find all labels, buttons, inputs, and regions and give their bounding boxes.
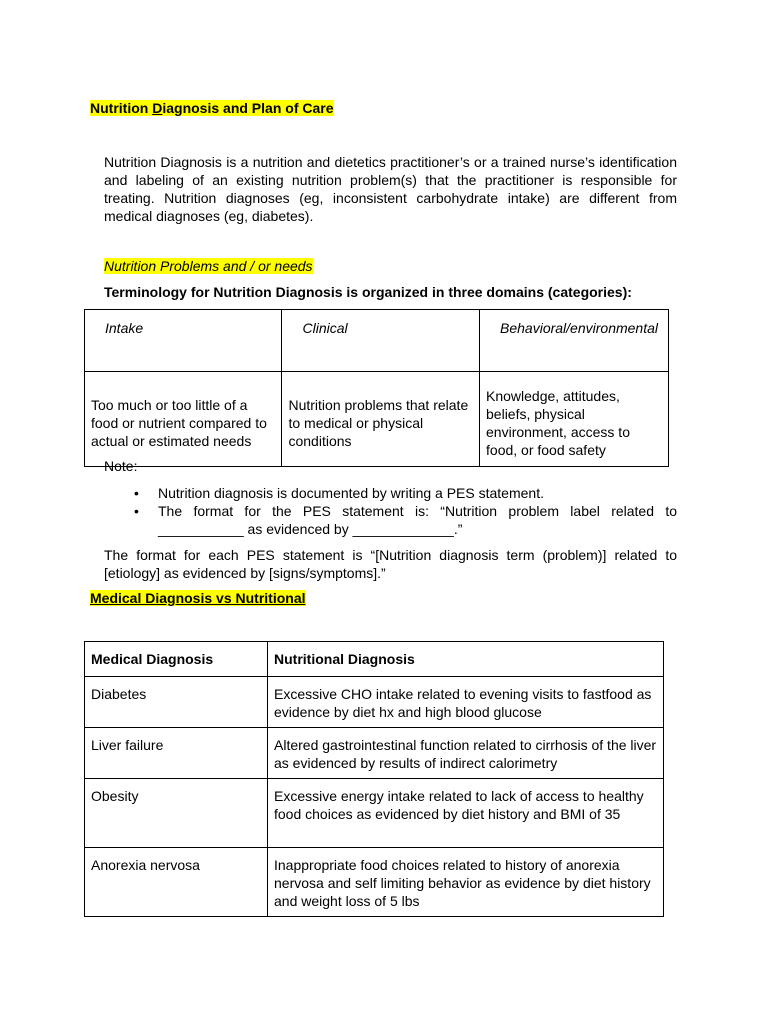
- heading-text: Medical Diagnosis vs Nutritional: [90, 590, 306, 606]
- domain-desc-clinical: Nutrition problems that relate to medical or physical conditions: [282, 372, 480, 467]
- table-row: [85, 728, 664, 779]
- domain-header-behavioral: Behavioral/environmental: [480, 310, 669, 372]
- note-label: Note:: [104, 458, 138, 474]
- cell-medical: Obesity: [85, 779, 268, 848]
- col-header-medical: Medical Diagnosis: [85, 642, 268, 677]
- cell-medical: Anorexia nervosa: [85, 848, 268, 917]
- list-item: • Nutrition diagnosis is documented by writing a PES statement.: [132, 484, 677, 502]
- cell-nutritional: Excessive energy intake related to lack of access to healthy food choices as evidenced by diet history and BMI of 35: [268, 779, 664, 848]
- domains-table: [84, 309, 669, 467]
- domains-description-row: [85, 372, 669, 467]
- title-underlined-letter: D: [152, 100, 163, 116]
- pes-format-paragraph: The format for each PES statement is “[Nutrition diagnosis term (problem)] related to [etiology] as evidenced by [signs/symptoms].”: [104, 547, 677, 581]
- cell-nutritional: Inappropriate food choices related to history of anorexia nervosa and self limiting behavior as evidence by diet history and weight loss of 5 lbs: [268, 848, 664, 917]
- table-row: [85, 779, 664, 848]
- cell-nutritional: Excessive CHO intake related to evening visits to fastfood as evidence by diet hx and high blood glucose: [268, 677, 664, 728]
- subheading-problems: [104, 258, 313, 274]
- cell-medical: Diabetes: [85, 677, 268, 728]
- cell-nutritional: Altered gastrointestinal function related to cirrhosis of the liver as evidenced by results of indirect calorimetry: [268, 728, 664, 779]
- title-part: Nutrition: [90, 100, 153, 116]
- page-title: [90, 100, 334, 116]
- list-item: • The format for the PES statement is: “Nutrition problem label related to ___________ as evidenced by _____________.”: [132, 502, 677, 538]
- intro-paragraph: Nutrition Diagnosis is a nutrition and dietetics practitioner’s or a trained nurse’s identification and labeling of an existing nutrition problem(s) that the practitioner is responsible for treating. Nutrition diagnoses (eg, inconsistent carbohydrate intake) are different from medical diagnoses (eg, diabetes).: [104, 154, 677, 224]
- table-row: [85, 677, 664, 728]
- col-header-nutritional: Nutritional Diagnosis: [268, 642, 664, 677]
- domain-desc-behavioral: Knowledge, attitudes, beliefs, physical environment, access to food, or food safety: [480, 372, 669, 467]
- note-bullet-list: [132, 484, 677, 538]
- table-row: [85, 848, 664, 917]
- cell-medical: Liver failure: [85, 728, 268, 779]
- title-part: iagnosis and Plan of Care: [162, 100, 334, 116]
- domains-header-row: [85, 310, 669, 372]
- comparison-table: [84, 641, 664, 917]
- table-header-row: [85, 642, 664, 677]
- domain-header-clinical: Clinical: [282, 310, 480, 372]
- medical-vs-nutritional-heading: [90, 590, 306, 606]
- domain-header-intake: Intake: [85, 310, 282, 372]
- domain-desc-intake: Too much or too little of a food or nutrient compared to actual or estimated needs: [85, 372, 282, 467]
- terminology-heading: Terminology for Nutrition Diagnosis is organized in three domains (categories):: [104, 284, 632, 300]
- subheading-text: Nutrition Problems and / or needs: [104, 258, 313, 274]
